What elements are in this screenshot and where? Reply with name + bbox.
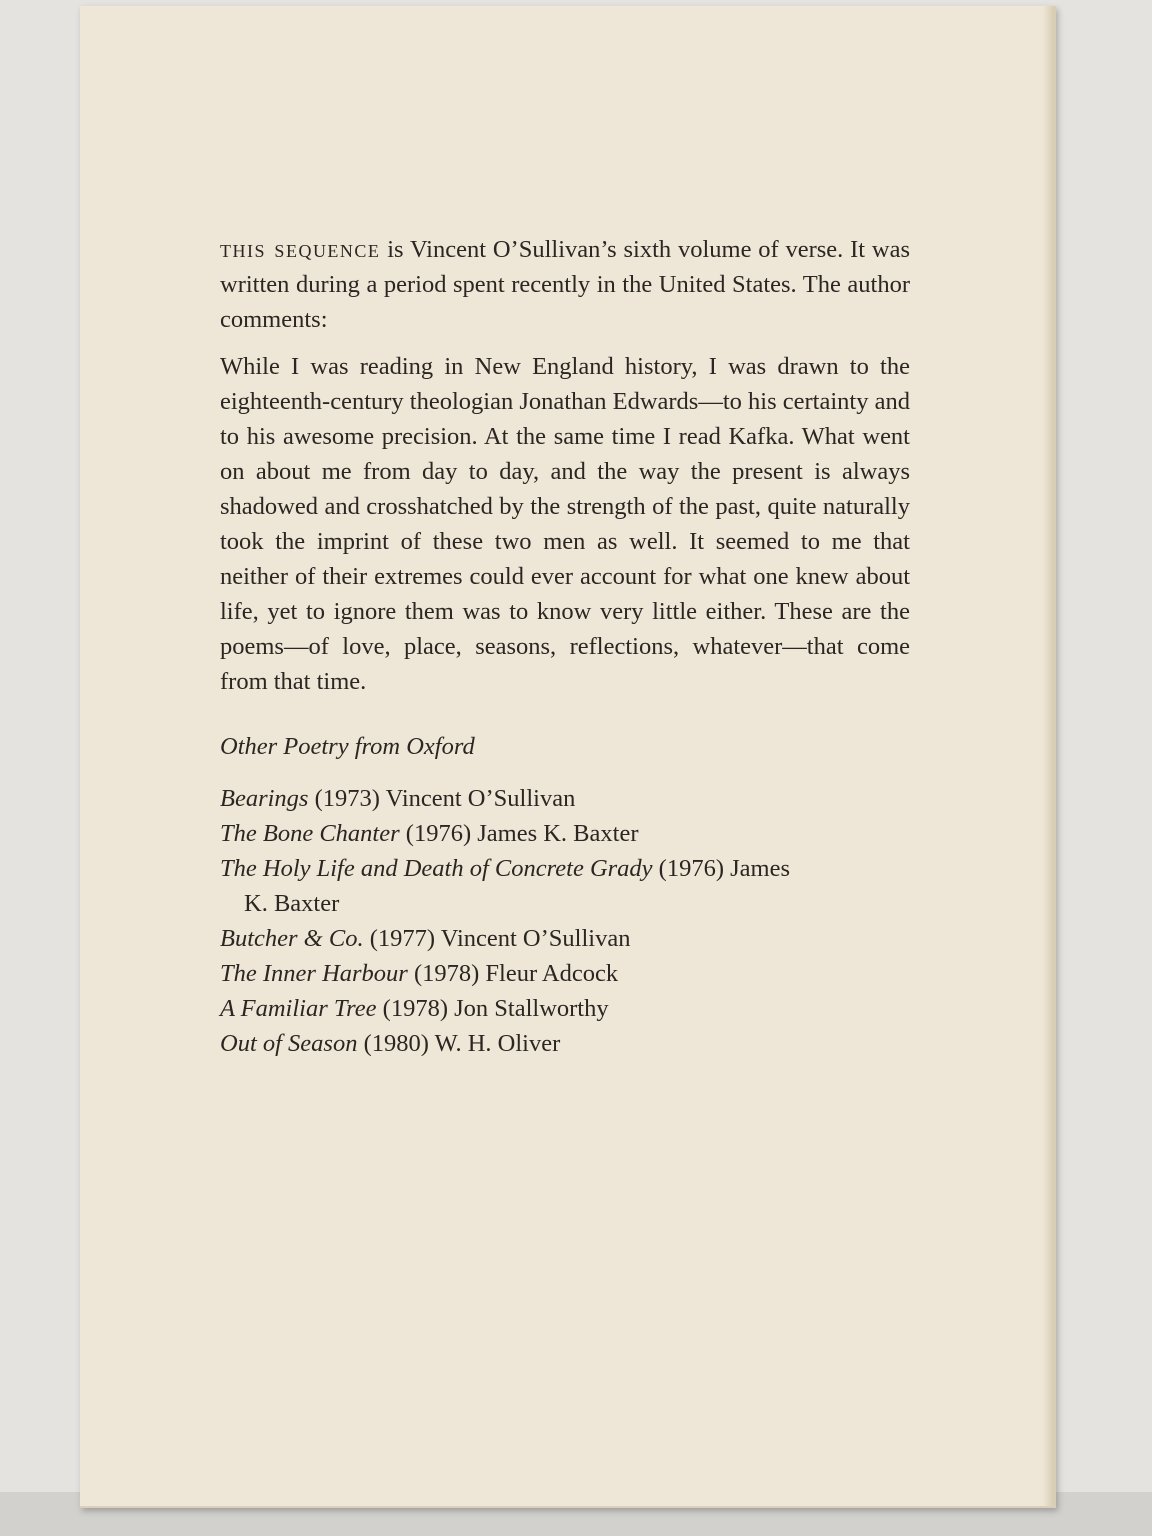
cover-edge-shading	[1043, 6, 1053, 1506]
book-details: (1977) Vincent O’Sullivan	[363, 925, 631, 952]
book-title: The Holy Life and Death of Concrete Grady	[220, 855, 653, 882]
book-back-cover	[80, 6, 1056, 1508]
book-details: (1980) W. H. Oliver	[357, 1030, 561, 1057]
list-item	[220, 1026, 804, 1061]
list-item	[220, 851, 804, 921]
book-title: Butcher & Co.	[220, 925, 364, 952]
book-details: (1976) James K. Baxter	[399, 820, 639, 847]
book-details: (1978) Fleur Adcock	[407, 960, 619, 987]
other-poetry-heading: Other Poetry from Oxford	[220, 733, 475, 760]
book-title: Bearings	[220, 785, 309, 812]
book-title: The Inner Harbour	[220, 960, 408, 987]
list-item	[220, 956, 804, 991]
list-item	[220, 781, 804, 816]
book-title: Out of Season	[220, 1030, 358, 1057]
other-poetry-list	[220, 781, 910, 1061]
author-comment-paragraph: While I was reading in New England history, I was drawn to the eighteenth-century theologian Jonathan Edwards—to his certainty and to his awesome precision. At the same time I read Kafka. What went on about me from day to day, and the way the present is always shadowed and crosshatched by the strength of the past, quite naturally took the imprint of these two men as well. It seemed to me that neither of their extremes could ever account for what one knew about life, yet to ignore them was to know very little either. These are the poems—of love, place, seasons, reflections, whatever—that come from that time.	[220, 353, 910, 695]
intro-lead-smallcaps: this sequence	[220, 236, 381, 263]
list-item	[220, 991, 804, 1026]
book-details: (1976) James K. Baxter	[244, 855, 790, 917]
book-details: (1978) Jon Stallworthy	[376, 995, 609, 1022]
book-title: A Familiar Tree	[220, 995, 377, 1022]
list-item	[220, 921, 804, 956]
book-title: The Bone Chanter	[220, 820, 400, 847]
intro-paragraph	[220, 232, 910, 337]
book-details: (1973) Vincent O’Sullivan	[308, 785, 576, 812]
blurb-text-block	[220, 232, 910, 1061]
list-item	[220, 816, 804, 851]
intro-text: is Vincent O’Sullivan’s sixth volume of verse. It was written during a period spent recently in the United States. The author comments:	[220, 236, 910, 333]
